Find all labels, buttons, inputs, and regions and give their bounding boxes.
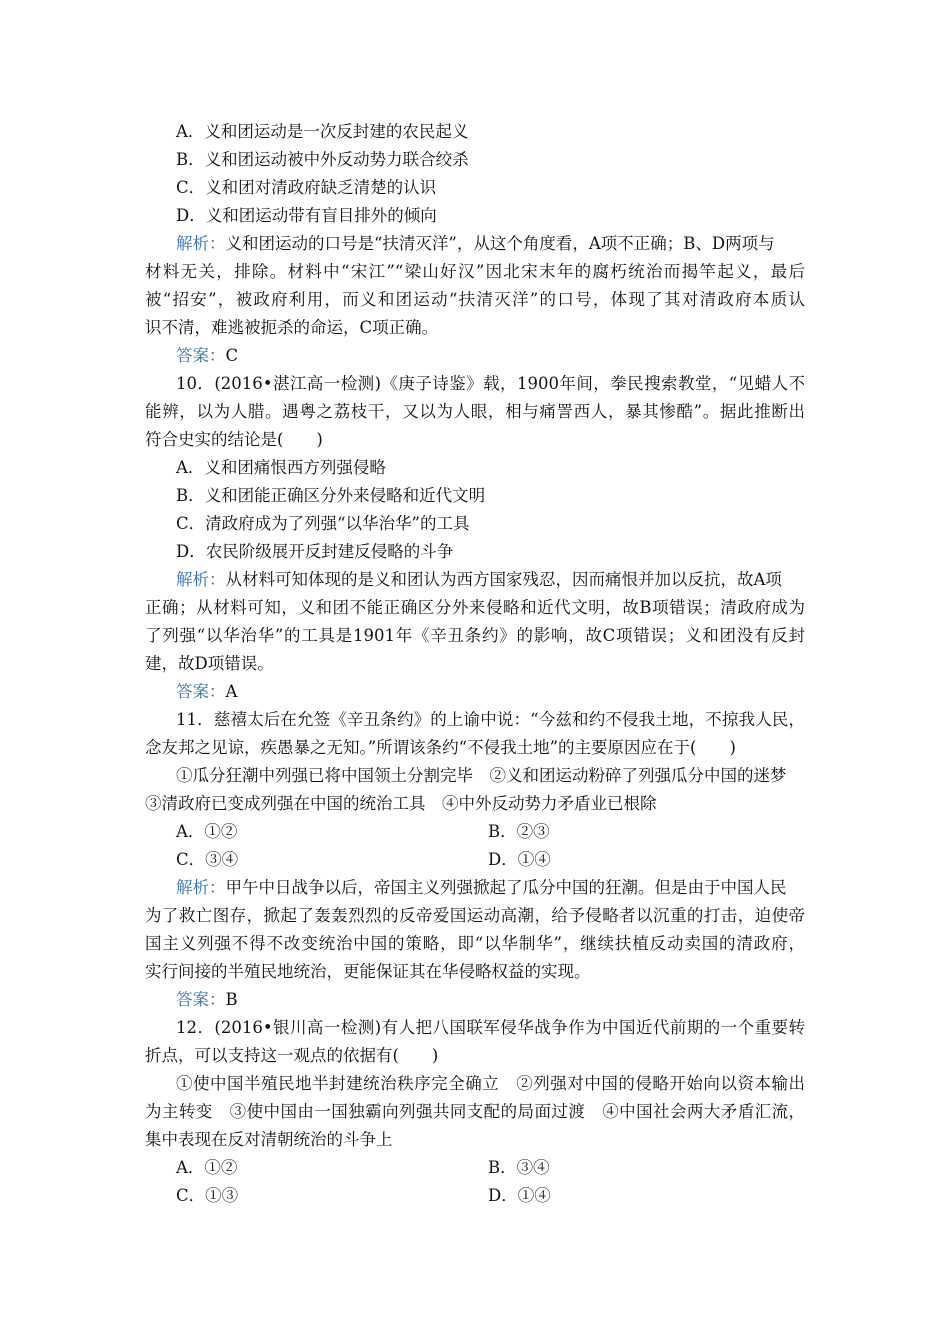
q10-stem-line-1: 10．(2016•湛江高一检测)《庚子诗鉴》载，1900年间，拳民搜索教堂，“见蜡人不 <box>176 374 805 393</box>
q12-statement-line-2: 为主转变 ③使中国由一国独霸向列强共同支配的局面过渡 ④中国社会两大矛盾汇流， <box>145 1102 805 1121</box>
q12-statement-line-1: ①使中国半殖民地半封建统治秩序完全确立 ②列强对中国的侵略开始向以资本输出 <box>176 1074 805 1093</box>
answer-label: 答案： <box>176 990 226 1009</box>
answer-value: C <box>225 346 239 365</box>
q10-option-b: B．义和团能正确区分外来侵略和近代文明 <box>176 486 486 505</box>
q10-stem-line-3: 符合史实的结论是( ) <box>145 430 323 449</box>
q12-stem-line-2: 折点，可以支持这一观点的依据有( ) <box>145 1046 439 1065</box>
q12-option-d: D．①④ <box>488 1186 551 1205</box>
q12-statement-line-3: 集中表现在反对清朝统治的斗争上 <box>145 1130 393 1149</box>
q11-analysis-line-4: 实行间接的半殖民地统治，更能保证其在华侵略权益的实现。 <box>145 962 591 981</box>
q12-option-c: C．①③ <box>176 1186 239 1205</box>
q10-analysis-line-2: 正确；从材料可知，义和团不能正确区分外来侵略和近代文明，故B项错误；清政府成为 <box>145 598 805 617</box>
q10-analysis-line-1 <box>176 569 805 591</box>
answer-label: 答案： <box>176 346 226 365</box>
analysis-text: 义和团运动的口号是“扶清灭洋”，从这个角度看，A项不正确；B、D两项与 <box>225 234 775 253</box>
q11-analysis-line-3: 国主义列强不得不改变统治中国的策略，即“以华制华”，继续扶植反动卖国的清政府， <box>145 934 805 953</box>
q11-stem-line-2: 念友邦之见谅，疾愚暴之无知。”所谓该条约“不侵我土地”的主要原因应在于( ) <box>145 738 736 757</box>
q12-option-a: A．①② <box>176 1158 238 1177</box>
q10-stem-line-2: 能辨，以为人腊。遇粤之荔枝干，又以为人眼，相与痛詈西人，暴其惨酷”。据此推断出 <box>145 402 805 421</box>
q11-statement-line-2: ③清政府已变成列强在中国的统治工具 ④中外反动势力矛盾业已根除 <box>145 794 657 813</box>
q11-option-b: B．②③ <box>488 822 550 841</box>
q9-option-d: D．义和团运动带有盲目排外的倾向 <box>176 206 437 225</box>
q11-stem-line-1: 11．慈禧太后在允签《辛丑条约》的上谕中说：“今兹和约不侵我土地，不掠我人民， <box>176 710 805 729</box>
answer-value: B <box>225 990 238 1009</box>
q9-answer <box>176 345 238 367</box>
q10-analysis-line-4: 建，故D项错误。 <box>145 654 274 673</box>
q12-option-b: B．③④ <box>488 1158 550 1177</box>
q9-analysis-line-2: 材料无关，排除。材料中“宋江”“梁山好汉”因北宋末年的腐朽统治而揭竿起义，最后 <box>145 262 805 281</box>
q9-analysis-line-1 <box>176 233 805 255</box>
analysis-label: 解析： <box>176 234 226 253</box>
q9-analysis-line-3: 被“招安”，被政府利用，而义和团运动“扶清灭洋”的口号，体现了其对清政府本质认 <box>145 290 805 309</box>
q10-answer <box>176 681 237 703</box>
analysis-label: 解析： <box>176 878 226 897</box>
answer-label: 答案： <box>176 682 226 701</box>
analysis-text: 从材料可知体现的是义和团认为西方国家残忍，因而痛恨并加以反抗，故A项 <box>225 570 782 589</box>
q11-analysis-line-1 <box>176 877 805 899</box>
q11-option-a: A．①② <box>176 822 238 841</box>
q11-analysis-line-2: 为了救亡图存，掀起了轰轰烈烈的反帝爱国运动高潮，给予侵略者以沉重的打击，迫使帝 <box>145 906 805 925</box>
q10-option-a: A．义和团痛恨西方列强侵略 <box>176 458 386 477</box>
q10-analysis-line-3: 了列强“以华治华”的工具是1901年《辛丑条约》的影响，故C项错误；义和团没有反封 <box>145 626 805 645</box>
answer-value: A <box>225 682 238 701</box>
q9-option-c: C．义和团对清政府缺乏清楚的认识 <box>176 178 437 197</box>
q11-option-c: C．③④ <box>176 850 239 869</box>
q11-statement-line-1: ①瓜分狂潮中列强已将中国领土分割完毕 ②义和团运动粉碎了列强瓜分中国的迷梦 <box>176 766 787 785</box>
q10-option-d: D．农民阶级展开反封建反侵略的斗争 <box>176 542 454 561</box>
q12-stem-line-1: 12．(2016•银川高一检测)有人把八国联军侵华战争作为中国近代前期的一个重要转 <box>176 1018 805 1037</box>
q10-option-c: C．清政府成为了列强“以华治华”的工具 <box>176 514 470 533</box>
q11-option-d: D．①④ <box>488 850 551 869</box>
q9-analysis-line-4: 识不清，难逃被扼杀的命运，C项正确。 <box>145 318 439 337</box>
q9-option-a: A．义和团运动是一次反封建的农民起义 <box>176 122 469 141</box>
analysis-text: 甲午中日战争以后，帝国主义列强掀起了瓜分中国的狂潮。但是由于中国人民 <box>225 878 787 897</box>
q11-answer <box>176 989 238 1011</box>
analysis-label: 解析： <box>176 570 226 589</box>
q9-option-b: B．义和团运动被中外反动势力联合绞杀 <box>176 150 469 169</box>
